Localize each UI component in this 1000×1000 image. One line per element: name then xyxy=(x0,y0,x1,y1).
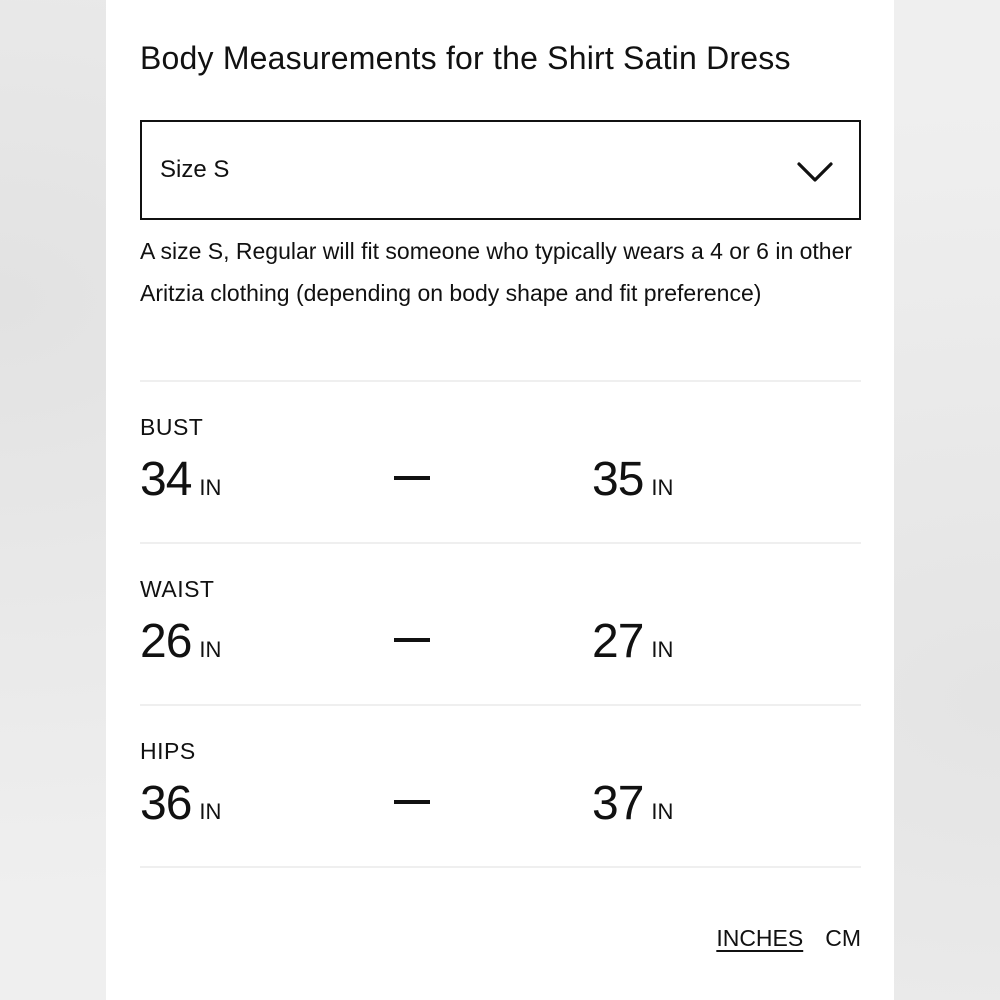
measurement-row-waist xyxy=(140,576,861,696)
divider xyxy=(140,704,861,706)
page-title: Body Measurements for the Shirt Satin Dress xyxy=(140,40,791,76)
measurement-min xyxy=(140,614,221,669)
measurement-unit: IN xyxy=(651,637,674,662)
measurement-max xyxy=(592,452,673,507)
measurement-unit: IN xyxy=(651,475,674,500)
measurement-unit: IN xyxy=(651,799,674,824)
unit-inches-link[interactable]: INCHES xyxy=(716,925,804,951)
unit-toggle xyxy=(694,925,861,952)
unit-cm-link[interactable]: CM xyxy=(825,925,861,951)
range-dash xyxy=(394,800,430,804)
divider xyxy=(140,542,861,544)
measurement-min-value: 36 xyxy=(140,777,192,830)
measurement-unit: IN xyxy=(199,799,222,824)
measurement-row-hips xyxy=(140,738,861,858)
chevron-down-icon xyxy=(795,158,835,186)
measurement-label: WAIST xyxy=(140,576,215,602)
measurement-max-value: 37 xyxy=(592,777,644,830)
measurement-max-value: 35 xyxy=(592,453,644,506)
measurement-max xyxy=(592,776,673,831)
divider xyxy=(140,866,861,868)
measurement-row-bust xyxy=(140,414,861,534)
divider xyxy=(140,380,861,382)
measurement-unit: IN xyxy=(199,475,222,500)
measurement-label: HIPS xyxy=(140,738,196,764)
measurement-label: BUST xyxy=(140,414,204,440)
measurement-min xyxy=(140,452,221,507)
measurement-max xyxy=(592,614,673,669)
range-dash xyxy=(394,638,430,642)
measurement-min-value: 34 xyxy=(140,453,192,506)
measurement-max-value: 27 xyxy=(592,615,644,668)
measurement-min xyxy=(140,776,221,831)
fit-note: A size S, Regular will fit someone who typically wears a 4 or 6 in other Aritzia clothing (depending on body shape and fit preference) xyxy=(140,238,853,306)
measurement-unit: IN xyxy=(199,637,222,662)
size-select-value: Size S xyxy=(160,156,230,183)
range-dash xyxy=(394,476,430,480)
measurement-min-value: 26 xyxy=(140,615,192,668)
size-select[interactable] xyxy=(140,120,861,220)
